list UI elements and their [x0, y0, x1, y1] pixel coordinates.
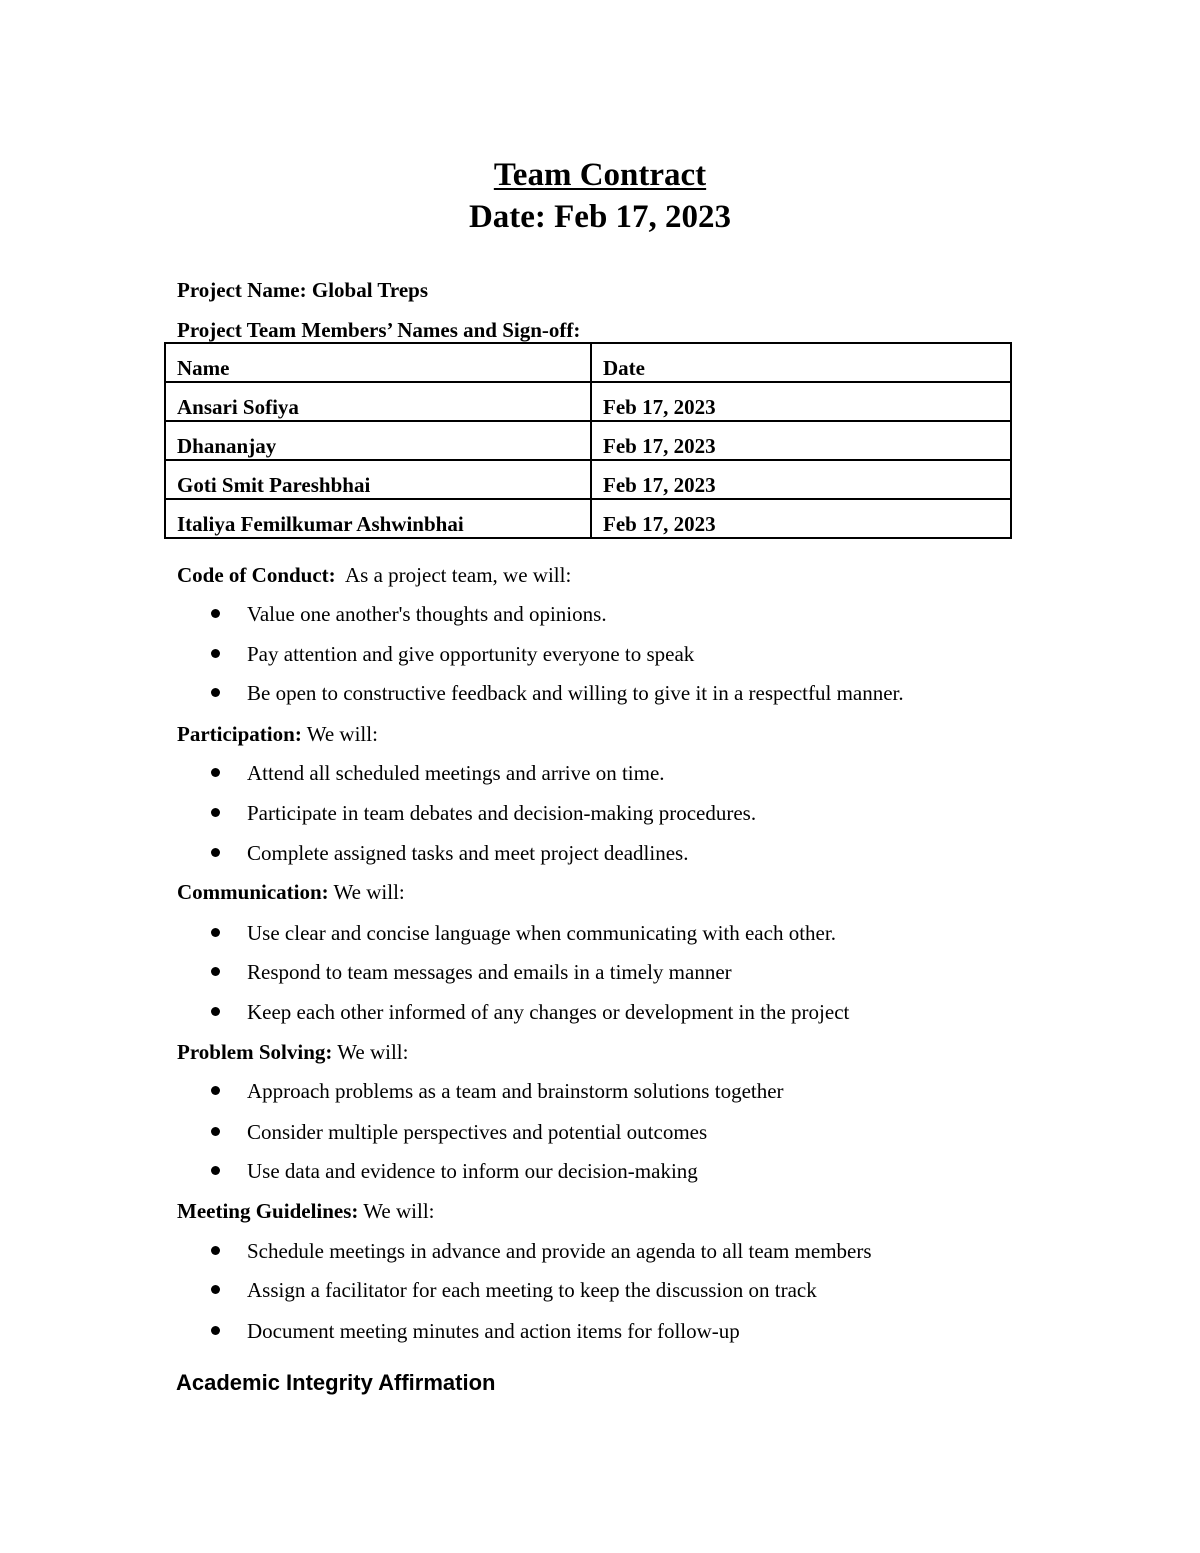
bullet-icon: [211, 768, 220, 777]
section-intro: As a project team, we will:: [345, 563, 572, 587]
project-name-line: [177, 277, 428, 303]
section-intro: We will:: [363, 1199, 435, 1223]
member-name: Dhananjay: [165, 421, 591, 460]
bullet-icon: [211, 649, 220, 658]
bullet-icon: [211, 1326, 220, 1335]
bullet-icon: [211, 1086, 220, 1095]
table-row: [165, 382, 1011, 421]
table-header-row: [165, 343, 1011, 382]
member-date: Feb 17, 2023: [591, 421, 1011, 460]
members-table: [164, 342, 1012, 539]
section-intro: We will:: [306, 722, 378, 746]
section-code-of-conduct: [177, 562, 571, 588]
bullet-icon: [211, 928, 220, 937]
member-name: Ansari Sofiya: [165, 382, 591, 421]
section-heading: Code of Conduct:: [177, 563, 336, 587]
table-row: [165, 460, 1011, 499]
member-date: Feb 17, 2023: [591, 460, 1011, 499]
member-name: Italiya Femilkumar Ashwinbhai: [165, 499, 591, 538]
section-heading: Problem Solving:: [177, 1040, 333, 1064]
members-heading: Project Team Members’ Names and Sign-off:: [177, 318, 581, 342]
bullet-icon: [211, 967, 220, 976]
bullet-icon: [211, 808, 220, 817]
project-name-value: Global Treps: [311, 278, 428, 302]
document-title: Team Contract: [493, 157, 707, 193]
section-meeting-guidelines: [177, 1198, 435, 1224]
document-date: Date: Feb 17, 2023: [468, 199, 732, 235]
table-header-date: Date: [591, 343, 1011, 382]
bullet-icon: [211, 609, 220, 618]
table-row: [165, 421, 1011, 460]
bullet-icon: [211, 1285, 220, 1294]
academic-integrity-heading: Academic Integrity Affirmation: [176, 1370, 496, 1395]
section-intro: We will:: [333, 880, 405, 904]
section-communication: [177, 879, 405, 905]
section-heading: Communication:: [177, 880, 329, 904]
section-intro: We will:: [337, 1040, 409, 1064]
member-name: Goti Smit Pareshbhai: [165, 460, 591, 499]
section-participation: [177, 721, 378, 747]
table-row: [165, 499, 1011, 538]
section-problem-solving: [177, 1039, 408, 1065]
member-date: Feb 17, 2023: [591, 499, 1011, 538]
section-heading: Participation:: [177, 722, 302, 746]
member-date: Feb 17, 2023: [591, 382, 1011, 421]
bullet-icon: [211, 1007, 220, 1016]
bullet-icon: [211, 1166, 220, 1175]
bullet-icon: [211, 1127, 220, 1136]
bullet-icon: [211, 848, 220, 857]
table-header-name: Name: [165, 343, 591, 382]
section-heading: Meeting Guidelines:: [177, 1199, 359, 1223]
bullet-icon: [211, 688, 220, 697]
bullet-icon: [211, 1246, 220, 1255]
project-name-label: Project Name:: [177, 278, 307, 302]
